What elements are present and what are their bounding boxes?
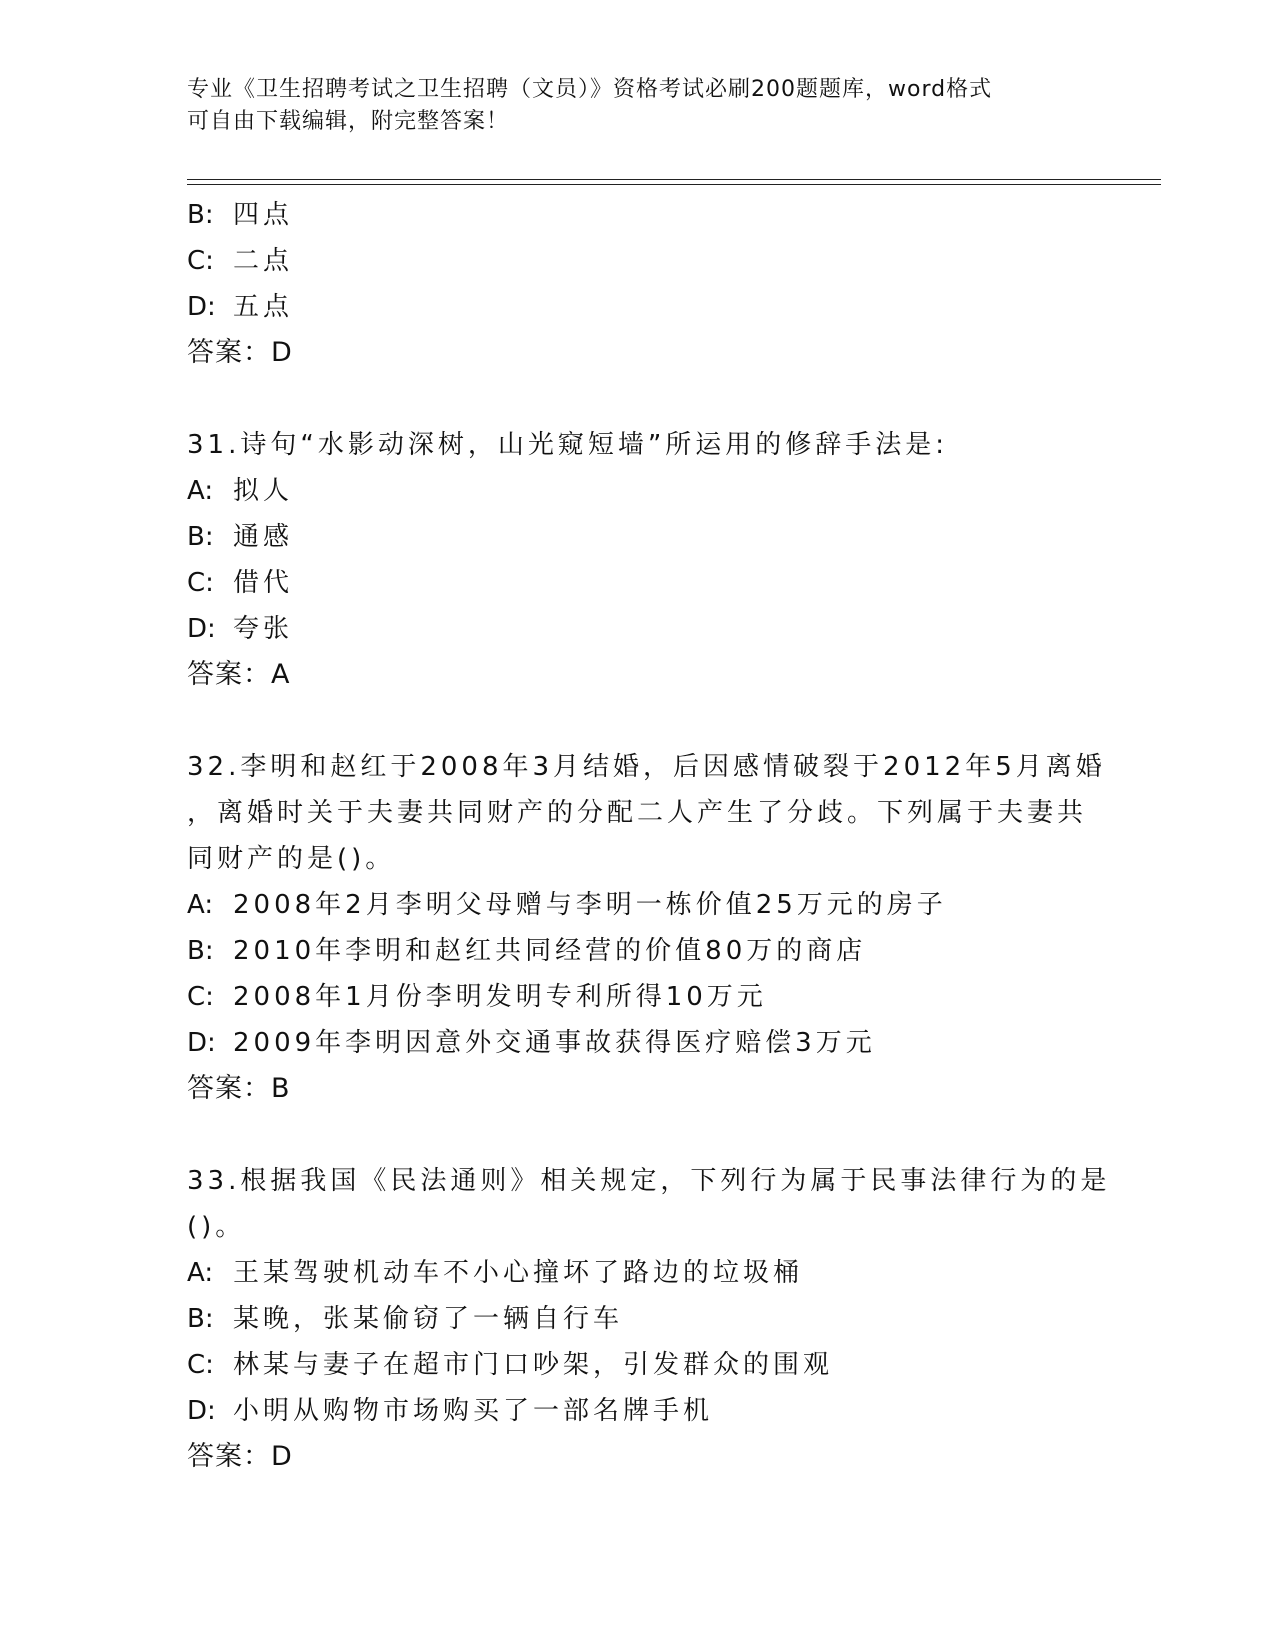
option-d xyxy=(187,1388,1087,1434)
option-label: B: xyxy=(187,200,214,230)
option-text: 王某驾驶机动车不小心撞坏了路边的垃圾桶 xyxy=(233,1258,804,1288)
option-text: 2010年李明和赵红共同经营的价值80万的商店 xyxy=(233,936,867,966)
option-label: C: xyxy=(187,982,214,1012)
option-label: D: xyxy=(187,292,216,322)
option-b xyxy=(187,1296,1087,1342)
option-text: 四点 xyxy=(233,200,294,230)
answer-line: 答案：D xyxy=(187,337,293,368)
question-32 xyxy=(187,744,1106,1112)
answer-line: 答案：D xyxy=(187,1441,293,1472)
option-text: 2008年2月李明父母赠与李明一栋价值25万元的房子 xyxy=(233,890,947,920)
spacer xyxy=(187,1112,1087,1158)
option-a xyxy=(187,882,1087,928)
stem-line: ()。 xyxy=(187,1212,246,1242)
option-label: D: xyxy=(187,1028,216,1058)
option-text: 林某与妻子在超市门口吵架，引发群众的围观 xyxy=(233,1350,834,1380)
option-label: A: xyxy=(187,476,214,506)
option-b xyxy=(187,514,1087,560)
question-stem xyxy=(187,744,1106,882)
option-c xyxy=(187,974,1087,1020)
option-text: 某晚，张某偷窃了一辆自行车 xyxy=(233,1304,624,1334)
header-divider xyxy=(187,179,1161,185)
option-text: 夸张 xyxy=(233,614,294,644)
option-d xyxy=(187,284,1087,330)
option-label: C: xyxy=(187,246,214,276)
option-label: B: xyxy=(187,1304,214,1334)
option-d xyxy=(187,1020,1087,1066)
option-text: 2009年李明因意外交通事故获得医疗赔偿3万元 xyxy=(233,1028,876,1058)
option-text: 小明从购物市场购买了一部名牌手机 xyxy=(233,1396,714,1426)
option-c xyxy=(187,560,1087,606)
question-list xyxy=(187,192,1111,1480)
option-text: 五点 xyxy=(233,292,294,322)
spacer xyxy=(187,376,1087,422)
option-a xyxy=(187,468,1087,514)
question-stem xyxy=(187,422,1087,468)
option-text: 借代 xyxy=(233,568,294,598)
option-label: A: xyxy=(187,890,214,920)
header-line-1: 专业《卫生招聘考试之卫生招聘（文员）》资格考试必刷200题题库，word格式 xyxy=(187,77,993,102)
option-c xyxy=(187,238,1087,284)
option-a xyxy=(187,1250,1087,1296)
option-label: D: xyxy=(187,614,216,644)
stem-line: 33.根据我国《民法通则》相关规定，下列行为属于民事法律行为的是 xyxy=(187,1166,1111,1196)
stem-line: ，离婚时关于夫妻共同财产的分配二人产生了分歧。下列属于夫妻共 xyxy=(187,798,1088,828)
stem-line: 32.李明和赵红于2008年3月结婚，后因感情破裂于2012年5月离婚 xyxy=(187,752,1106,782)
option-b xyxy=(187,928,1087,974)
spacer xyxy=(187,698,1087,744)
option-label: C: xyxy=(187,568,214,598)
question-30-continued xyxy=(187,192,1087,376)
stem-line: 同财产的是()。 xyxy=(187,844,396,874)
option-text: 二点 xyxy=(233,246,294,276)
option-label: D: xyxy=(187,1396,216,1426)
answer-line: 答案：B xyxy=(187,1073,291,1104)
header-line-2: 可自由下载编辑，附完整答案！ xyxy=(187,109,510,134)
option-text: 拟人 xyxy=(233,476,294,506)
option-text: 通感 xyxy=(233,522,294,552)
option-b xyxy=(187,192,1087,238)
option-label: B: xyxy=(187,522,214,552)
option-c xyxy=(187,1342,1087,1388)
option-d xyxy=(187,606,1087,652)
option-label: A: xyxy=(187,1258,214,1288)
question-33 xyxy=(187,1158,1111,1480)
answer-line: 答案：A xyxy=(187,659,291,690)
stem-line: 31.诗句“水影动深树，山光窥短墙”所运用的修辞手法是: xyxy=(187,430,949,460)
page-header xyxy=(187,74,1087,138)
option-label: C: xyxy=(187,1350,214,1380)
question-stem xyxy=(187,1158,1111,1250)
option-label: B: xyxy=(187,936,214,966)
question-31 xyxy=(187,422,1087,698)
option-text: 2008年1月份李明发明专利所得10万元 xyxy=(233,982,767,1012)
